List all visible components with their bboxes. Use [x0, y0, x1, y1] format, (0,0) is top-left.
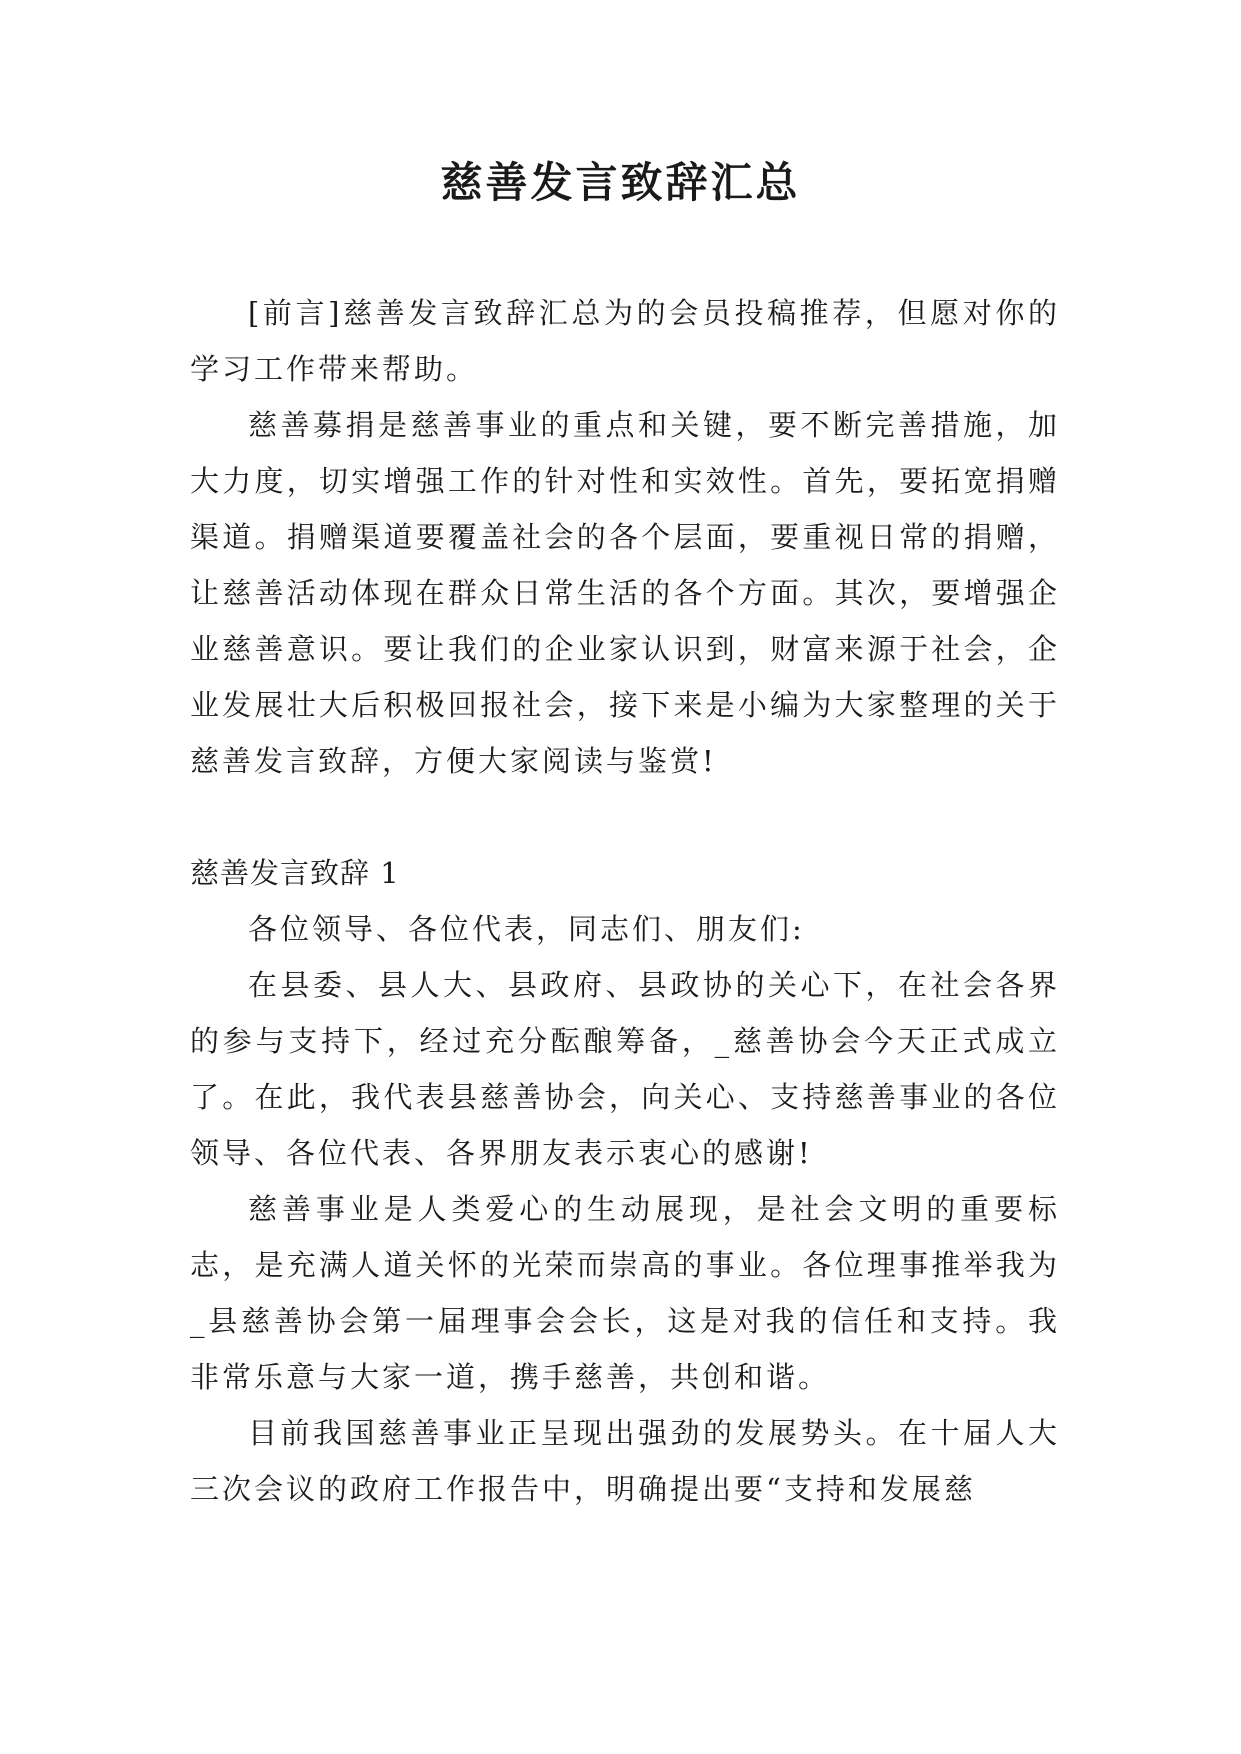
- salutation-paragraph: 各位领导、各位代表，同志们、朋友们:: [248, 912, 805, 946]
- document-title: 慈善发言致辞汇总: [440, 158, 801, 207]
- section-heading: 慈善发言致辞 1: [190, 856, 400, 890]
- body-paragraph: 目前我国慈善事业正呈现出强劲的发展势头。在十届人大三次会议的政府工作报告中，明确提出要“支持和发展慈: [190, 1416, 1060, 1506]
- body-paragraph: 慈善事业是人类爱心的生动展现，是社会文明的重要标志，是充满人道关怀的光荣而崇高的事业。各位理事推举我为_县慈善协会第一届理事会会长，这是对我的信任和支持。我非常乐意与大家一道，携手慈善，共创和谐。: [190, 1192, 1060, 1394]
- intro-paragraph: 慈善募捐是慈善事业的重点和关键，要不断完善措施，加大力度，切实增强工作的针对性和实效性。首先，要拓宽捐赠渠道。捐赠渠道要覆盖社会的各个层面，要重视日常的捐赠，让慈善活动体现在群众日常生活的各个方面。其次，要增强企业慈善意识。要让我们的企业家认识到，财富来源于社会，企业发展壮大后积极回报社会，接下来是小编为大家整理的关于慈善发言致辞，方便大家阅读与鉴赏!: [190, 408, 1060, 778]
- preface-paragraph: [前言]慈善发言致辞汇总为的会员投稿推荐，但愿对你的学习工作带来帮助。: [190, 296, 1060, 386]
- body-paragraph: 在县委、县人大、县政府、县政协的关心下，在社会各界的参与支持下，经过充分酝酿筹备，_慈善协会今天正式成立了。在此，我代表县慈善协会，向关心、支持慈善事业的各位领导、各位代表、各界朋友表示衷心的感谢!: [190, 968, 1060, 1170]
- document-body: [190, 285, 1060, 1517]
